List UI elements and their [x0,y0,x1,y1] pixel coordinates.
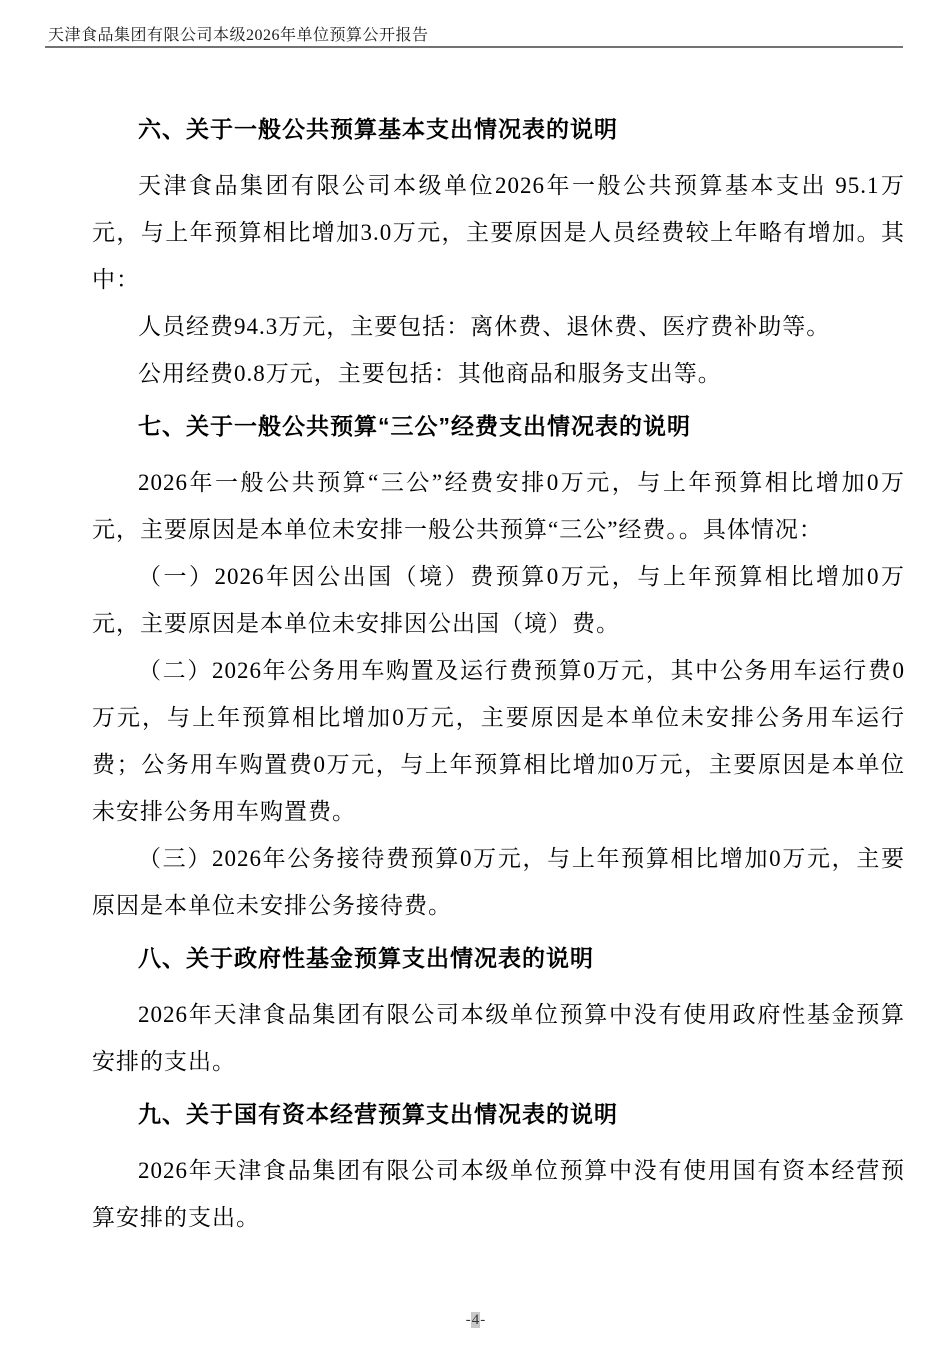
page-number-dash-right: - [480,1312,486,1328]
section-heading-7: 七、关于一般公共预算“三公”经费支出情况表的说明 [138,413,691,439]
running-header-title: 天津食品集团有限公司本级2026年单位预算公开报告 [48,27,429,44]
section-6-paragraph-2: 人员经费94.3万元，主要包括：离休费、退休费、医疗费补助等。 [138,314,831,339]
document-body [92,106,905,1241]
section-7-paragraph-1: 2026年一般公共预算“三公”经费安排0万元，与上年预算相比增加0万元，主要原因是本单位未安排一般公共预算“三公”经费。。具体情况： [92,470,905,542]
page-number: 4 [471,1312,480,1328]
page-footer [0,1310,951,1330]
section-7-paragraph-3: （二）2026年公务用车购置及运行费预算0万元，其中公务用车运行费0万元，与上年预算相比增加0万元，主要原因是本单位未安排公务用车运行费；公务用车购置费0万元，与上年预算相比增加0万元，主要原因是本单位未安排公务用车购置费。 [92,658,905,824]
section-6-paragraph-3: 公用经费0.8万元，主要包括：其他商品和服务支出等。 [138,361,722,386]
page-number-dash-left: - [465,1312,471,1328]
section-6-paragraph-1: 天津食品集团有限公司本级单位2026年一般公共预算基本支出 95.1万元，与上年预算相比增加3.0万元，主要原因是人员经费较上年略有增加。其中： [92,173,905,292]
section-7-paragraph-4: （三）2026年公务接待费预算0万元，与上年预算相比增加0万元，主要原因是本单位未安排公务接待费。 [92,846,905,918]
section-8-paragraph-1: 2026年天津食品集团有限公司本级单位预算中没有使用政府性基金预算安排的支出。 [92,1002,905,1074]
section-heading-8: 八、关于政府性基金预算支出情况表的说明 [138,945,594,971]
header-divider-rule [45,46,903,48]
section-7-paragraph-2: （一）2026年因公出国（境）费预算0万元，与上年预算相比增加0万元，主要原因是本单位未安排因公出国（境）费。 [92,564,905,636]
section-heading-6: 六、关于一般公共预算基本支出情况表的说明 [138,116,618,142]
section-heading-9: 九、关于国有资本经营预算支出情况表的说明 [138,1101,618,1127]
section-9-paragraph-1: 2026年天津食品集团有限公司本级单位预算中没有使用国有资本经营预算安排的支出。 [92,1158,905,1230]
